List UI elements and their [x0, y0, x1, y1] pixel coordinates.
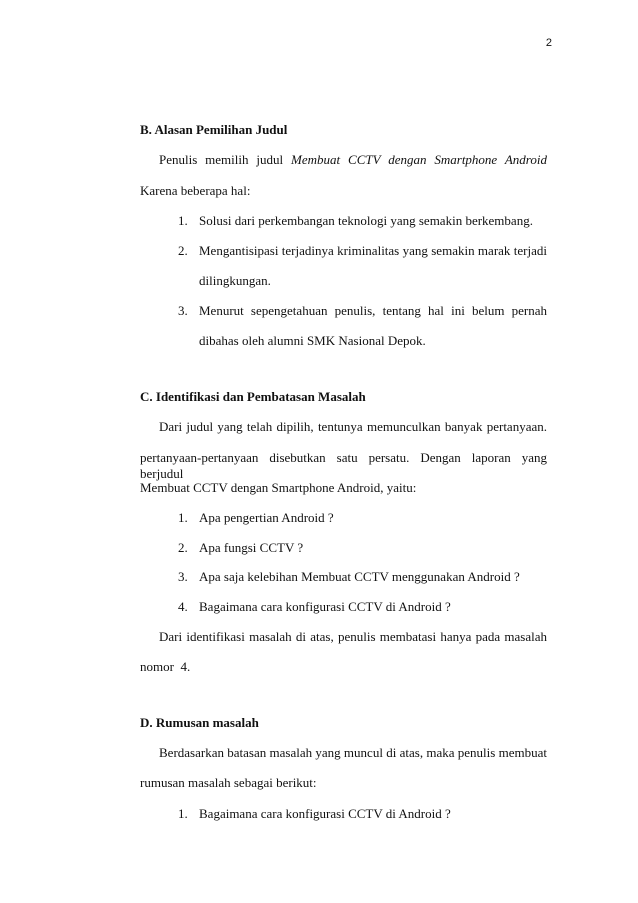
section-c-list-item-2 — [178, 540, 303, 556]
list-number: 3. — [178, 303, 188, 318]
list-number: 2. — [178, 243, 188, 258]
list-text: Bagaimana cara konfigurasi CCTV di Android ? — [199, 806, 451, 821]
list-number: 1. — [178, 510, 188, 525]
section-b-list-item-3-cont: dibahas oleh alumni SMK Nasional Depok. — [199, 333, 426, 348]
list-text: Bagaimana cara konfigurasi CCTV di Android ? — [199, 599, 451, 614]
section-c-heading: C. Identifikasi dan Pembatasan Masalah — [140, 389, 366, 404]
list-number: 4. — [178, 599, 188, 614]
section-b-list-item-1 — [178, 213, 533, 229]
list-text: Apa fungsi CCTV ? — [199, 540, 304, 555]
list-text: Solusi dari perkembangan teknologi yang semakin berkembang. — [199, 213, 533, 228]
section-b-paragraph-start: Penulis memilih judul — [159, 152, 292, 167]
section-c-list-item-1 — [178, 510, 334, 526]
list-text: Menurut sepengetahuan penulis, tentang hal ini belum pernah — [199, 303, 547, 318]
section-b-paragraph-line1 — [159, 152, 547, 168]
section-b-paragraph-line2: Karena beberapa hal: — [140, 183, 251, 198]
section-b-title-italic: Membuat CCTV dengan Smartphone Android — [291, 152, 547, 167]
list-number: 3. — [178, 569, 188, 584]
list-text: Apa pengertian Android ? — [199, 510, 334, 525]
section-d-list-item-1 — [178, 806, 451, 822]
section-c-paragraph2-line1: Dari identifikasi masalah di atas, penulis membatasi hanya pada masalah — [159, 629, 547, 644]
section-b-list-item-2 — [178, 243, 547, 259]
page-number: 2 — [545, 37, 552, 49]
section-b-list-item-3 — [178, 303, 547, 319]
list-text: Mengantisipasi terjadinya kriminalitas yang semakin marak terjadi — [199, 243, 547, 258]
section-d-heading: D. Rumusan masalah — [140, 715, 259, 730]
section-c-paragraph-line3: Membuat CCTV dengan Smartphone Android, yaitu: — [140, 480, 417, 495]
list-number: 2. — [178, 540, 188, 555]
section-c-list-item-4 — [178, 599, 451, 615]
section-b-list-item-2-cont: dilingkungan. — [199, 273, 271, 288]
section-b-heading: B. Alasan Pemilihan Judul — [140, 122, 288, 137]
list-number: 1. — [178, 806, 188, 821]
section-c-paragraph2-line2: nomor 4. — [140, 659, 191, 674]
list-number: 1. — [178, 213, 188, 228]
section-c-paragraph-line1: Dari judul yang telah dipilih, tentunya memunculkan banyak pertanyaan. — [159, 419, 547, 434]
section-d-paragraph-line2: rumusan masalah sebagai berikut: — [140, 775, 317, 790]
list-text: Apa saja kelebihan Membuat CCTV menggunakan Android ? — [199, 569, 520, 584]
section-d-paragraph-line1: Berdasarkan batasan masalah yang muncul di atas, maka penulis membuat — [159, 745, 547, 760]
section-c-paragraph-line2: pertanyaan-pertanyaan disebutkan satu persatu. Dengan laporan yang berjudul — [140, 450, 547, 481]
section-c-list-item-3 — [178, 569, 520, 585]
